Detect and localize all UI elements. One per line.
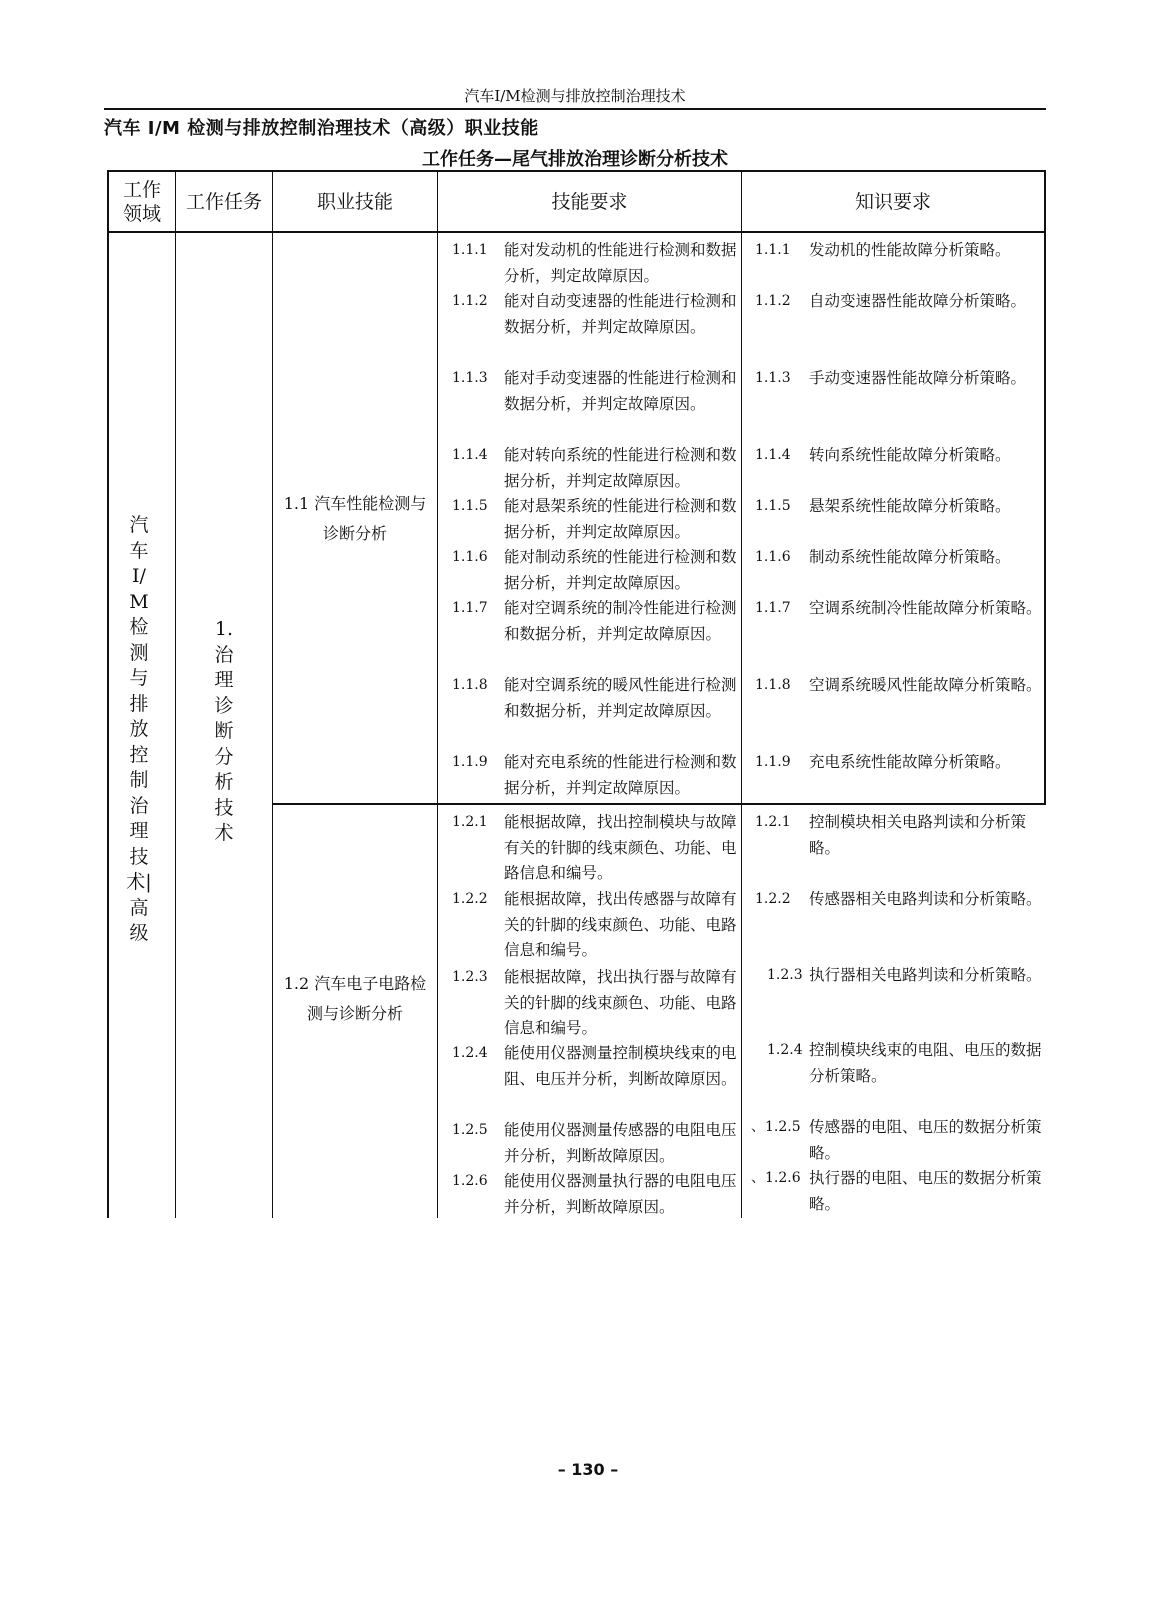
knowledge-requirement-item (767, 1038, 1045, 1089)
table-border-left (107, 170, 109, 1218)
skill-requirement-item (452, 750, 742, 801)
skill-requirement-item (452, 238, 742, 289)
table-border-right (1044, 170, 1046, 804)
item-text: 执行器的电阻、电压的数据分析策略。 (809, 1169, 1042, 1213)
item-number: 1.1.1 (755, 242, 791, 258)
item-number: 1.2.4 (767, 1042, 803, 1058)
item-text: 能根据故障，找出执行器与故障有关的针脚的线束颜色、功能、电路信息和编号。 (504, 968, 737, 1037)
knowledge-requirement-item (755, 545, 1045, 571)
knowledge-requirement-item (755, 289, 1045, 315)
item-text: 悬架系统性能故障分析策略。 (809, 497, 1011, 515)
skill-requirement-item (452, 887, 742, 964)
skill-requirement-item (452, 965, 742, 1042)
knowledge-requirement-item (751, 1166, 1045, 1217)
work-domain-cell: 汽车I/M检测与排放控制治理技术|高级 (126, 514, 152, 944)
item-text: 发动机的性能故障分析策略。 (809, 241, 1011, 259)
item-text: 转向系统性能故障分析策略。 (809, 446, 1011, 464)
item-text: 能对悬架系统的性能进行检测和数据分析，并判定故障原因。 (504, 497, 737, 541)
skill-requirement-item (452, 366, 742, 417)
skill-requirement-item (452, 545, 742, 596)
page-number: – 130 – (557, 1460, 619, 1479)
item-number: 1.2.3 (767, 967, 803, 983)
item-text: 能对制动系统的性能进行检测和数据分析，并判定故障原因。 (504, 548, 737, 592)
skill-requirement-item (452, 443, 742, 494)
knowledge-requirement-item (755, 596, 1045, 622)
item-number: 1.1.3 (452, 370, 488, 386)
skill-requirement-item (452, 673, 742, 724)
knowledge-requirement-item (755, 750, 1045, 776)
header-task: 工作任务 (185, 190, 262, 213)
item-text: 空调系统制冷性能故障分析策略。 (809, 599, 1042, 617)
item-number: 、1.2.5 (751, 1119, 801, 1135)
skill-row-divider (273, 803, 1046, 805)
column-divider (175, 170, 176, 1218)
knowledge-requirement-item (755, 494, 1045, 520)
item-number: 1.2.1 (755, 814, 791, 830)
skills-table (107, 170, 1046, 1218)
running-header: 汽车I/M检测与排放控制治理技术 (104, 86, 1046, 110)
item-number: 1.2.2 (755, 891, 791, 907)
item-number: 1.1.6 (452, 549, 488, 565)
header-domain: 工作领域 (123, 178, 162, 225)
item-number: 1.1.2 (755, 293, 791, 309)
item-number: 1.1.5 (755, 498, 791, 514)
header-skill-requirements: 技能要求 (551, 190, 628, 213)
item-text: 能对发动机的性能进行检测和数据分析，判定故障原因。 (504, 241, 737, 285)
item-number: 1.2.4 (452, 1045, 488, 1061)
item-text: 能根据故障，找出控制模块与故障有关的针脚的线束颜色、功能、电路信息和编号。 (504, 813, 737, 882)
knowledge-requirement-item (755, 366, 1045, 392)
knowledge-requirement-item (755, 443, 1045, 469)
knowledge-requirement-item (755, 810, 1045, 861)
knowledge-requirement-item (755, 673, 1045, 699)
item-text: 能使用仪器测量传感器的电阻电压并分析，判断故障原因。 (504, 1121, 737, 1165)
item-number: 、1.2.6 (751, 1170, 801, 1186)
item-text: 能对自动变速器的性能进行检测和数据分析，并判定故障原因。 (504, 292, 737, 336)
item-text: 传感器的电阻、电压的数据分析策略。 (809, 1118, 1042, 1162)
item-number: 1.1.3 (755, 370, 791, 386)
item-number: 1.1.8 (755, 677, 791, 693)
item-text: 执行器相关电路判读和分析策略。 (809, 966, 1042, 984)
item-number: 1.1.6 (755, 549, 791, 565)
item-number: 1.2.5 (452, 1122, 488, 1138)
knowledge-requirement-item (751, 1115, 1045, 1166)
header-divider (107, 231, 1046, 233)
item-text: 制动系统性能故障分析策略。 (809, 548, 1011, 566)
item-text: 自动变速器性能故障分析策略。 (809, 292, 1027, 310)
knowledge-requirement-item (755, 238, 1045, 264)
item-number: 1.2.3 (452, 969, 488, 985)
knowledge-requirement-item (755, 887, 1045, 913)
item-number: 1.1.7 (755, 600, 791, 616)
skill-requirement-item (452, 810, 742, 887)
item-number: 1.1.4 (452, 447, 488, 463)
item-number: 1.1.9 (755, 754, 791, 770)
item-text: 传感器相关电路判读和分析策略。 (809, 890, 1042, 908)
document-subtitle: 工作任务—尾气排放治理诊断分析技术 (422, 149, 728, 170)
skill-name-1-2: 1.2 汽车电子电路检测与诊断分析 (283, 974, 427, 1023)
item-text: 能根据故障，找出传感器与故障有关的针脚的线束颜色、功能、电路信息和编号。 (504, 890, 737, 959)
item-number: 1.1.2 (452, 293, 488, 309)
item-number: 1.1.9 (452, 754, 488, 770)
item-text: 控制模块相关电路判读和分析策略。 (809, 813, 1027, 857)
item-number: 1.1.7 (452, 600, 488, 616)
column-divider (272, 170, 273, 1218)
item-text: 控制模块线束的电阻、电压的数据分析策略。 (809, 1041, 1042, 1085)
item-text: 能对充电系统的性能进行检测和数据分析，并判定故障原因。 (504, 753, 737, 797)
item-number: 1.2.1 (452, 814, 488, 830)
skill-name-1-1: 1.1 汽车性能检测与诊断分析 (283, 494, 427, 543)
header-knowledge-requirements: 知识要求 (854, 190, 931, 213)
skill-requirement-item (452, 1118, 742, 1169)
header-skill: 职业技能 (316, 190, 393, 213)
work-task-cell: 1.治理诊断分析技术 (214, 618, 234, 844)
skill-requirement-item (452, 1041, 742, 1092)
item-text: 能对空调系统的暖风性能进行检测和数据分析，并判定故障原因。 (504, 676, 737, 720)
item-text: 能对转向系统的性能进行检测和数据分析，并判定故障原因。 (504, 446, 737, 490)
item-text: 能使用仪器测量执行器的电阻电压并分析，判断故障原因。 (504, 1172, 737, 1216)
item-number: 1.2.2 (452, 891, 488, 907)
skill-requirement-item (452, 289, 742, 340)
skill-requirement-item (452, 596, 742, 647)
item-number: 1.1.8 (452, 677, 488, 693)
item-text: 能对手动变速器的性能进行检测和数据分析，并判定故障原因。 (504, 369, 737, 413)
knowledge-requirement-item (767, 963, 1045, 989)
item-text: 能对空调系统的制冷性能进行检测和数据分析，并判定故障原因。 (504, 599, 737, 643)
item-number: 1.1.1 (452, 242, 488, 258)
column-divider (437, 170, 438, 1218)
item-text: 充电系统性能故障分析策略。 (809, 753, 1011, 771)
skill-requirement-item (452, 494, 742, 545)
item-number: 1.2.6 (452, 1173, 488, 1189)
item-number: 1.1.4 (755, 447, 791, 463)
document-title: 汽车 I/M 检测与排放控制治理技术（高级）职业技能 (104, 118, 539, 139)
item-number: 1.1.5 (452, 498, 488, 514)
item-text: 手动变速器性能故障分析策略。 (809, 369, 1027, 387)
skill-requirement-item (452, 1169, 742, 1220)
item-text: 能使用仪器测量控制模块线束的电阻、电压并分析，判断故障原因。 (504, 1044, 737, 1088)
item-text: 空调系统暖风性能故障分析策略。 (809, 676, 1042, 694)
